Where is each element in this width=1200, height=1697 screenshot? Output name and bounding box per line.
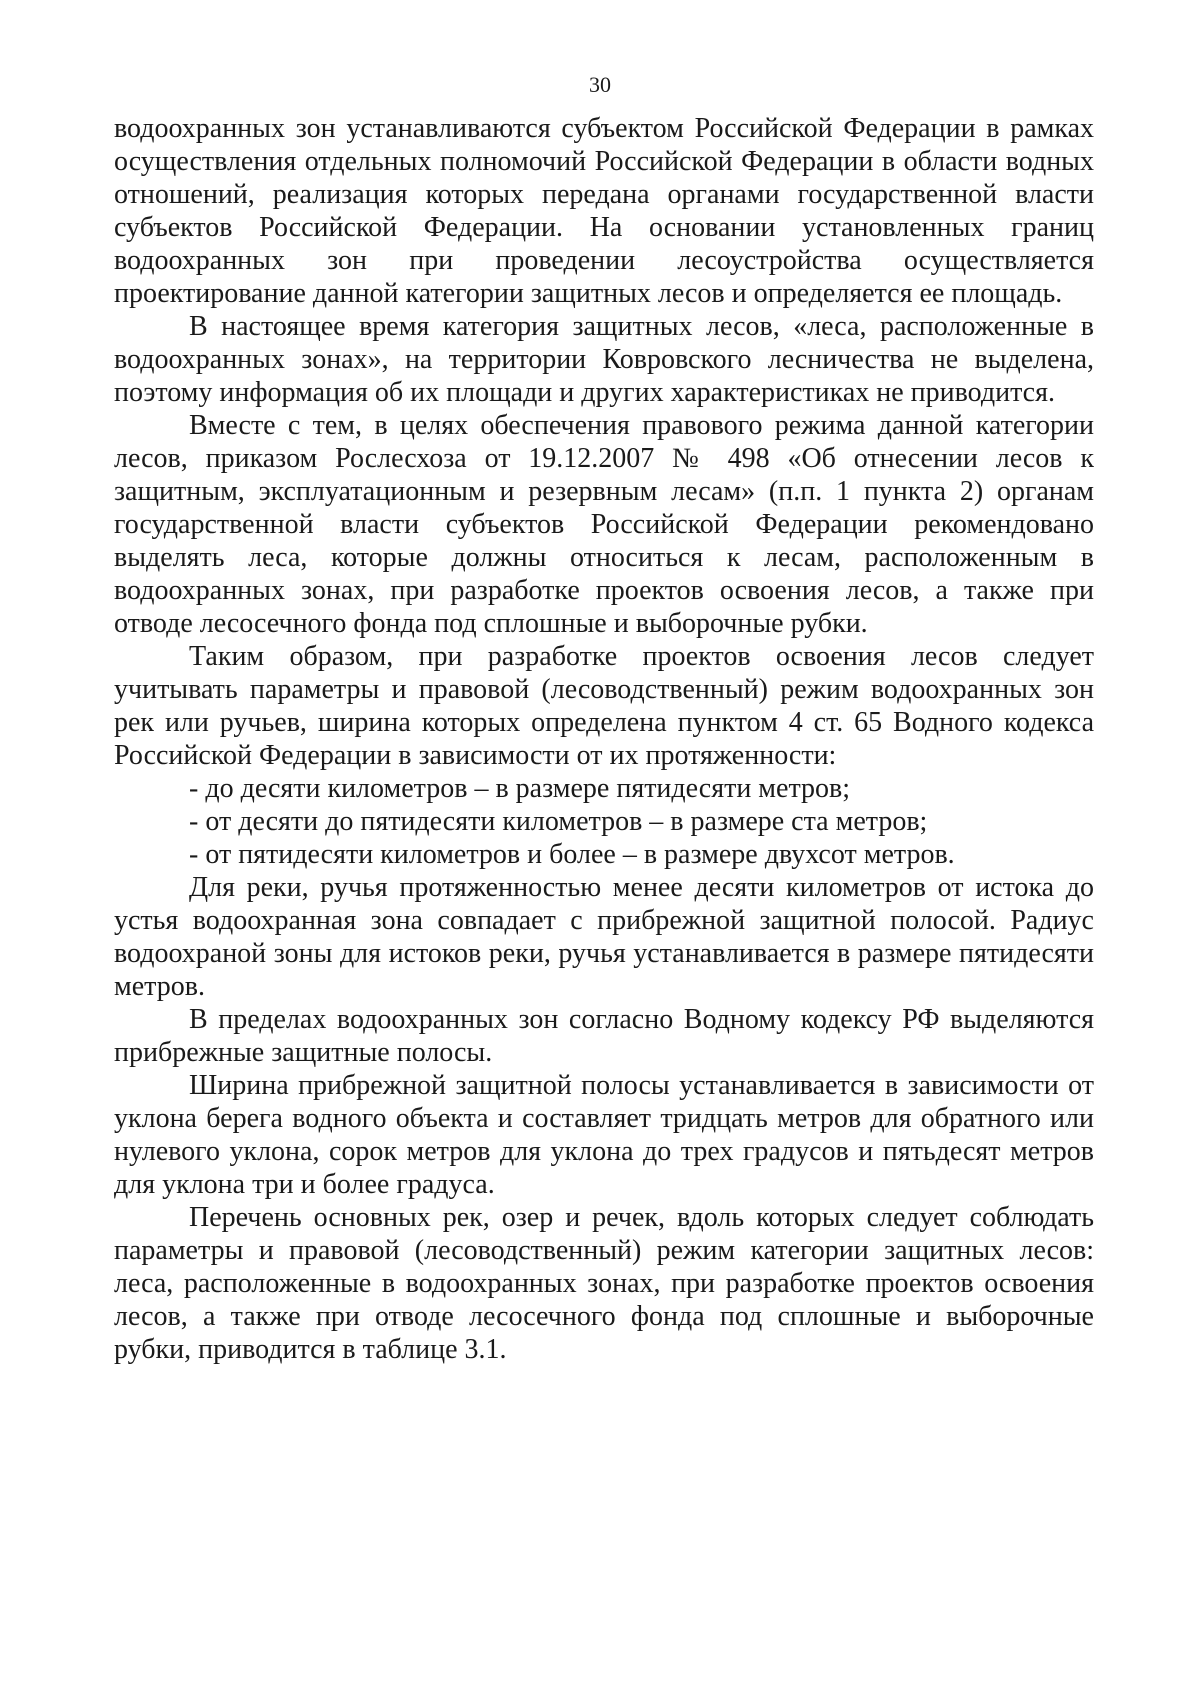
paragraph-current-status: В настоящее время категория защитных лесов, «леса, расположенные в водоохранных зонах», на территории Ковровского лесничества не выделена, поэтому информация об их площади и других характеристиках не приводится. [114, 311, 1094, 408]
paragraph-continuation: водоохранных зон устанавливаются субъектом Российской Федерации в рамках осуществления отдельных полномочий Российской Федерации в области водных отношений, реализация которых передана органами государственной власти субъектов Российской Федерации. На основании установленных границ водоохранных зон при проведении лесоустройства осуществляется проектирование данной категории защитных лесов и определяется ее площадь. [114, 113, 1094, 309]
paragraph-river-list: Перечень основных рек, озер и речек, вдоль которых следует соблюдать параметры и правовой (лесоводственный) режим категории защитных лесов: леса, расположенные в водоохранных зонах, при разработке проектов освоения лесов, а также при отводе лесосечного фонда под сплошные и выборочные рубки, приводится в таблице 3.1. [114, 1202, 1094, 1365]
paragraph-strip-width: Ширина прибрежной защитной полосы устанавливается в зависимости от уклона берега водного объекта и составляет тридцать метров для обратного или нулевого уклона, сорок метров для уклона до трех градусов и пятьдесят метров для уклона три и более градуса. [114, 1070, 1094, 1200]
list-item: - от пятидесяти километров и более – в размере двухсот метров. [189, 839, 955, 870]
paragraph-water-zone-parameters: Таким образом, при разработке проектов освоения лесов следует учитывать параметры и правовой (лесоводственный) режим водоохранных зон рек или ручьев, ширина которых определена пунктом 4 ст. 65 Водного кодекса Российской Федерации в зависимости от их протяженности: [114, 641, 1094, 771]
paragraph-rosleskhoz-order: Вместе с тем, в целях обеспечения правового режима данной категории лесов, приказом Рослесхоза от 19.12.2007 № 498 «Об отнесении лесов к защитным, эксплуатационным и резервным лесам» (п.п. 1 пункта 2) органам государственной власти субъектов Российской Федерации рекомендовано выделять леса, которые должны относиться к лесам, расположенным в водоохранных зонах, при разработке проектов освоения лесов, а также при отводе лесосечного фонда под сплошные и выборочные рубки. [114, 410, 1094, 639]
page-number: 30 [589, 72, 611, 97]
list-item: - до десяти километров – в размере пятидесяти метров; [189, 773, 851, 804]
list-item: - от десяти до пятидесяти километров – в размере ста метров; [189, 806, 928, 837]
paragraph-short-rivers: Для реки, ручья протяженностью менее десяти километров от истока до устья водоохранная зона совпадает с прибрежной защитной полосой. Радиус водоохраной зоны для истоков реки, ручья устанавливается в размере пятидесяти метров. [114, 872, 1094, 1002]
paragraph-coastal-strips: В пределах водоохранных зон согласно Водному кодексу РФ выделяются прибрежные защитные полосы. [114, 1004, 1094, 1068]
document-body [114, 112, 1094, 1366]
